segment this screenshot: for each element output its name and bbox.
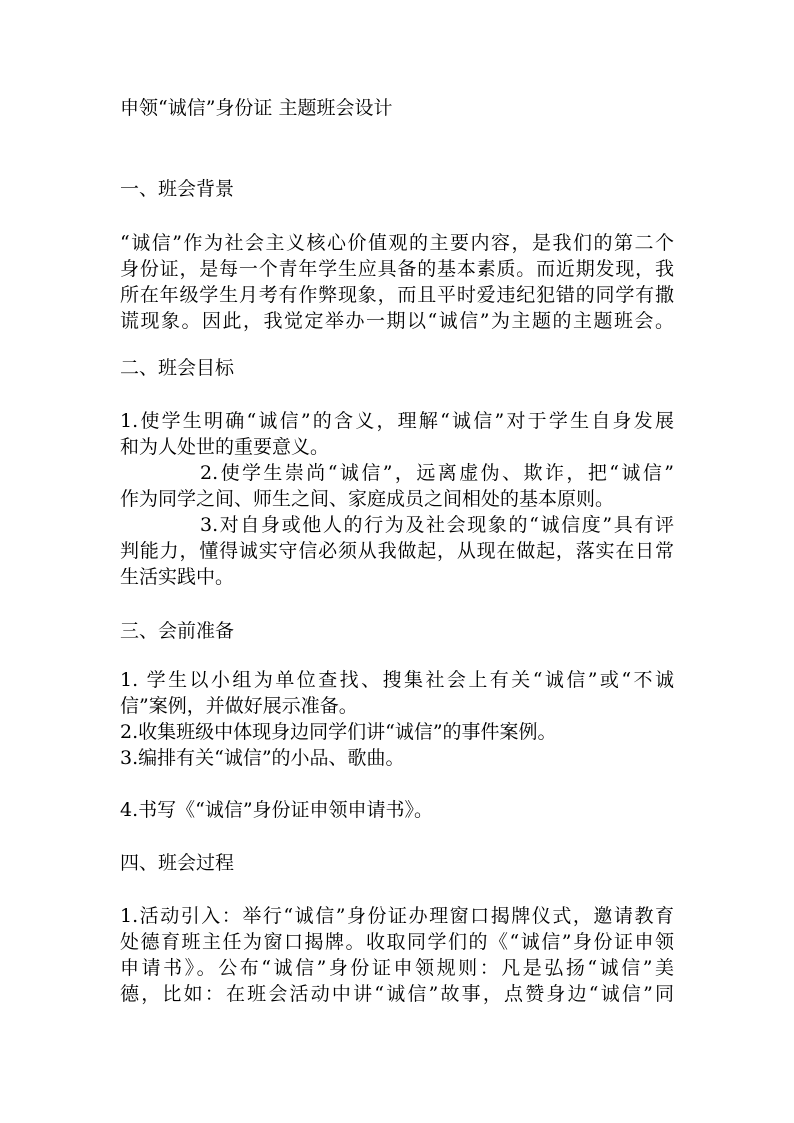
process-line-3: 申请书》。公布“诚信”身份证申领规则：凡是弘扬“诚信”美: [120, 957, 674, 979]
section-heading-preparation: 三、会前准备: [120, 620, 235, 642]
section-heading-goals: 二、班会目标: [120, 357, 235, 379]
background-line-3: 所在年级学生月考有作弊现象，而且平时爱违纪犯错的同学有撒: [120, 284, 674, 306]
process-line-2: 处德育班主任为窗口揭牌。收取同学们的《“诚信”身份证申领: [120, 931, 674, 953]
goals-line-1: 1.使学生明确“诚信”的含义，理解“诚信”对于学生自身发展: [120, 410, 674, 432]
goals-line-4: 作为同学之间、师生之间、家庭成员之间相处的基本原则。: [120, 488, 615, 510]
process-line-1: 1.活动引入：举行“诚信”身份证办理窗口揭牌仪式，邀请教育: [120, 905, 674, 927]
background-line-1: “诚信”作为社会主义核心价值观的主要内容，是我们的第二个: [120, 232, 674, 254]
preparation-line-5: 4.书写《“诚信”身份证申领申请书》。: [120, 799, 434, 821]
section-heading-background: 一、班会背景: [120, 178, 235, 200]
goals-line-2: 和为人处世的重要意义。: [120, 436, 330, 458]
preparation-line-3: 2.收集班级中体现身边同学们讲“诚信”的事件案例。: [120, 721, 557, 743]
goals-line-7: 生活实践中。: [120, 566, 235, 588]
preparation-line-2: 信”案例，并做好展示准备。: [120, 695, 358, 717]
goals-line-6: 判能力，懂得诚实守信必须从我做起，从现在做起，落实在日常: [120, 540, 674, 562]
background-line-2: 身份证，是每一个青年学生应具备的基本素质。而近期发现，我: [120, 258, 674, 280]
goals-line-3: 2.使学生崇尚“诚信”，远离虚伪、欺诈，把“诚信”: [200, 462, 674, 484]
goals-line-5: 3.对自身或他人的行为及社会现象的“诚信度”具有评: [200, 514, 674, 536]
section-heading-process: 四、班会过程: [120, 852, 235, 874]
document-title: 申领“诚信”身份证 主题班会设计: [120, 97, 393, 119]
background-line-4: 谎现象。因此，我觉定举办一期以“诚信”为主题的主题班会。: [120, 310, 674, 332]
process-line-4: 德，比如：在班会活动中讲“诚信”故事，点赞身边“诚信”同: [120, 983, 674, 1005]
preparation-line-1: 1. 学生以小组为单位查找、搜集社会上有关“诚信”或“不诚: [120, 669, 674, 691]
preparation-line-4: 3.编排有关“诚信”的小品、歌曲。: [120, 747, 405, 769]
